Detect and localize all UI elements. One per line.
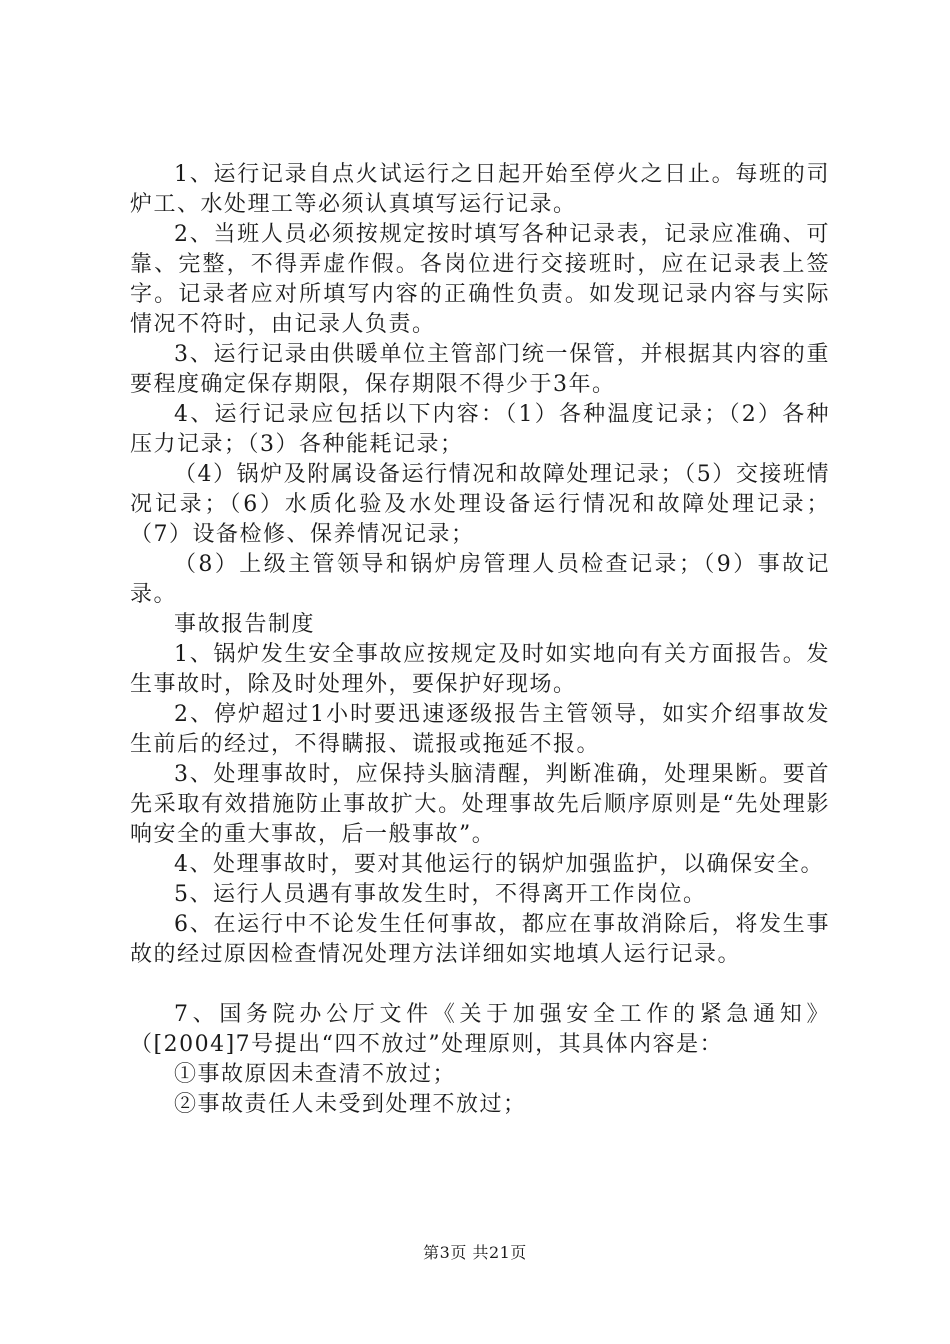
paragraph-record-storage: 3、运行记录由供暖单位主管部门统一保管，并根据其内容的重要程度确定保存期限，保存期限不得少于3年。 <box>130 342 830 397</box>
paragraph-accident-shutdown: 2、停炉超过1小时要迅速逐级报告主管领导，如实介绍事故发生前后的经过，不得瞒报、谎报或拖延不报。 <box>130 702 830 757</box>
paragraph-record-accuracy: 2、当班人员必须按规定按时填写各种记录表，记录应准确、可靠、完整，不得弄虚作假。各岗位进行交接班时，应在记录表上签字。记录者应对所填写内容的正确性负责。如发现记录内容与实际情况不符时，由记录人负责。 <box>130 222 830 337</box>
paragraph-accident-monitoring: 4、处理事故时，要对其他运行的锅炉加强监护，以确保安全。 <box>174 852 824 877</box>
document-body <box>130 160 830 1120</box>
paragraph-accident-report: 1、锅炉发生安全事故应按规定及时如实地向有关方面报告。发生事故时，除及时处理外，要保护好现场。 <box>130 642 830 697</box>
section-heading-accident-report: 事故报告制度 <box>174 612 316 637</box>
page-number-footer: 第3页 共21页 <box>423 1243 527 1262</box>
paragraph-accident-stay-post: 5、运行人员遇有事故发生时，不得离开工作岗位。 <box>174 882 707 907</box>
paragraph-four-nots: 7、国务院办公厅文件《关于加强安全工作的紧急通知》（[2004]7号提出“四不放过”处理原则，其具体内容是： <box>130 1002 830 1057</box>
list-item-responsible: ②事故责任人未受到处理不放过； <box>174 1092 527 1117</box>
paragraph-accident-record: 6、在运行中不论发生任何事故，都应在事故消除后，将发生事故的经过原因检查情况处理方法详细如实地填人运行记录。 <box>130 912 830 967</box>
paragraph-record-contents-cont2: （8）上级主管领导和锅炉房管理人员检查记录；（9）事故记录。 <box>130 552 830 607</box>
list-item-cause: ①事故原因未查清不放过； <box>174 1062 457 1087</box>
paragraph-record-contents: 4、运行记录应包括以下内容：（1）各种温度记录；（2）各种压力记录；（3）各种能耗记录； <box>130 402 830 457</box>
paragraph-accident-handling: 3、处理事故时，应保持头脑清醒，判断准确，处理果断。要首先采取有效措施防止事故扩大。处理事故先后顺序原则是“先处理影响安全的重大事故，后一般事故”。 <box>130 762 830 847</box>
paragraph-record-contents-cont1: （4）锅炉及附属设备运行情况和故障处理记录；（5）交接班情况记录；（6）水质化验及水处理设备运行情况和故障处理记录；（7）设备检修、保养情况记录； <box>130 462 830 547</box>
paragraph-record-start: 1、运行记录自点火试运行之日起开始至停火之日止。每班的司炉工、水处理工等必须认真填写运行记录。 <box>130 162 830 217</box>
